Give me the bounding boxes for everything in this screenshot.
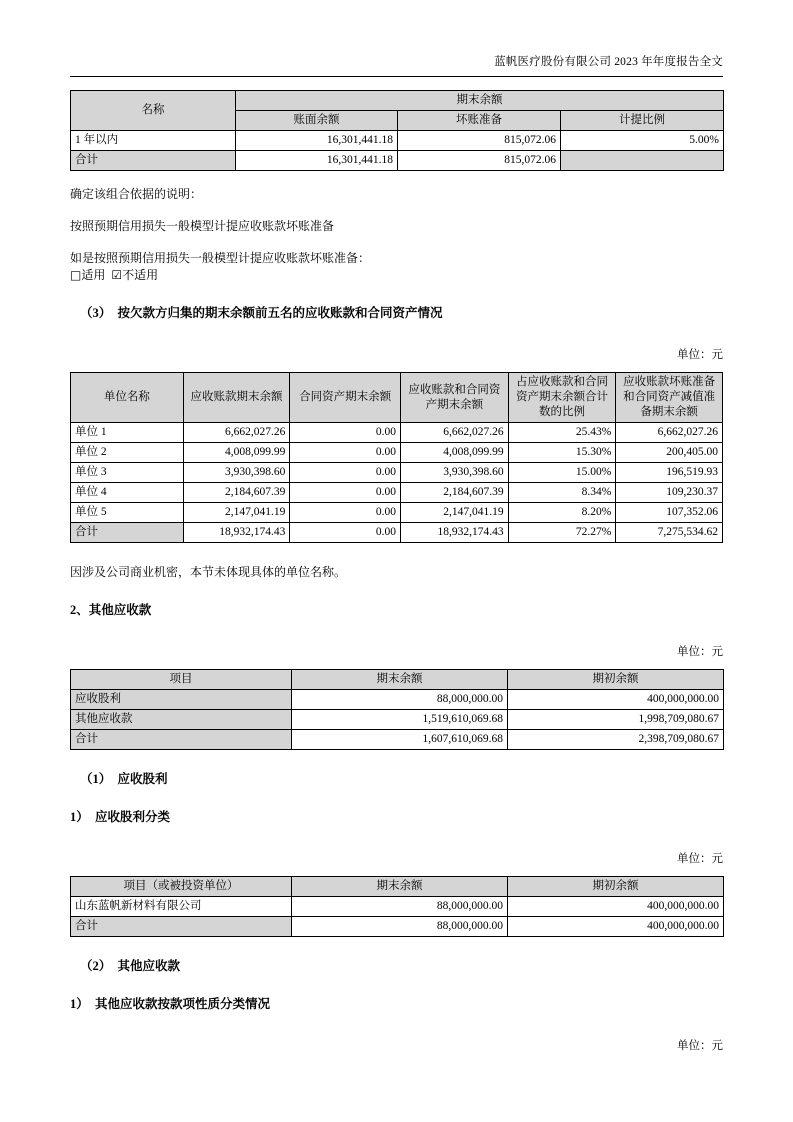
table-row [71, 483, 723, 503]
cell-total-label: 合计 [71, 151, 236, 171]
cell-ar-ending: 4,008,099.99 [183, 443, 290, 463]
cell-total-label: 合计 [71, 730, 292, 750]
cell-ar-ending: 2,184,607.39 [183, 483, 290, 503]
col-header-beginning: 期初余额 [508, 877, 724, 897]
top5-receivables-table [70, 372, 723, 543]
cell-total-beginning: 2,398,709,080.67 [508, 730, 724, 750]
subsection-heading-other-receivables-by-nature [70, 996, 723, 1013]
unit-note-dividends: 单位：元 [677, 853, 723, 865]
page-content [70, 90, 723, 1054]
table-row [71, 503, 723, 523]
table-row [71, 131, 724, 151]
col-header-contract-asset-ending: 合同资产期末余额 [290, 373, 401, 423]
cell-ar-and-contract-ending: 2,184,607.39 [401, 483, 509, 503]
cell-pct-of-total: 8.34% [508, 483, 616, 503]
cell-contract-asset-ending: 0.00 [290, 463, 401, 483]
document-running-header: 蓝帆医疗股份有限公司 2023 年年度报告全文 [494, 56, 723, 68]
col-header-pct-of-total: 占应收账款和合同资产期末余额合计数的比例 [508, 373, 616, 423]
cell-unit-name: 单位 5 [71, 503, 184, 523]
section-marker: （2） [80, 959, 112, 973]
cell-total-label: 合计 [71, 917, 292, 937]
cell-ar-ending: 3,930,398.60 [183, 463, 290, 483]
col-header-ending: 期末余额 [292, 877, 508, 897]
table-header-row [71, 91, 724, 111]
checkbox-not-applicable[interactable]: ☑不适用 [111, 268, 159, 282]
cell-ratio: 5.00% [561, 131, 724, 151]
cell-total-bad-debt: 815,072.06 [398, 151, 561, 171]
cell-contract-asset-ending: 0.00 [290, 483, 401, 503]
col-header-ar-ending: 应收账款期末余额 [183, 373, 290, 423]
cell-unit-name: 单位 1 [71, 423, 184, 443]
cell-unit-name: 单位 3 [71, 463, 184, 483]
cell-total-contract-asset-ending: 0.00 [290, 523, 401, 543]
confidentiality-note: 因涉及公司商业机密，本节未体现具体的单位名称。 [70, 565, 347, 579]
cell-total-provision-ending: 7,275,534.62 [616, 523, 723, 543]
cell-ending: 1,519,610,069.68 [292, 710, 508, 730]
section-title: 其他应收款 [88, 603, 152, 617]
section-heading-2-other-receivables-sub [70, 958, 723, 975]
cell-ar-and-contract-ending: 3,930,398.60 [401, 463, 509, 483]
spacer [70, 543, 723, 564]
spacer [70, 660, 723, 669]
spacer [70, 581, 723, 602]
table-row [71, 897, 724, 917]
cell-aging-name: 1 年以内 [71, 131, 236, 151]
col-header-beginning: 期初余额 [508, 670, 724, 690]
col-header-unit-name: 单位名称 [71, 373, 184, 423]
subsection-heading-dividends-classification [70, 809, 723, 826]
table-total-row [71, 730, 724, 750]
cell-ar-ending: 2,147,041.19 [183, 503, 290, 523]
cell-total-pct-of-total: 72.27% [508, 523, 616, 543]
cell-contract-asset-ending: 0.00 [290, 503, 401, 523]
col-header-name: 名称 [71, 91, 236, 131]
spacer [70, 867, 723, 876]
cell-total-label: 合计 [71, 523, 184, 543]
cell-total-ending: 1,607,610,069.68 [292, 730, 508, 750]
subsection-marker: 1） [70, 810, 89, 824]
spacer [70, 619, 723, 645]
cell-total-book-balance: 16,301,441.18 [236, 151, 398, 171]
col-header-item-or-investee: 项目（或被投资单位） [71, 877, 292, 897]
section-heading-2-other-receivables [70, 602, 723, 619]
unit-note-other-receivables-by-nature: 单位：元 [677, 1040, 723, 1052]
col-header-ar-and-contract-ending: 应收账款和合同资产期末余额 [401, 373, 509, 423]
cell-total-ar-ending: 18,932,174.43 [183, 523, 290, 543]
cell-ar-and-contract-ending: 2,147,041.19 [401, 503, 509, 523]
spacer [70, 363, 723, 372]
subsection-marker: 1） [70, 997, 89, 1011]
table-row [71, 690, 724, 710]
table-total-row [71, 917, 724, 937]
table-row [71, 423, 723, 443]
spacer [70, 975, 723, 996]
header-divider-rule [70, 76, 723, 77]
cell-beginning: 400,000,000.00 [508, 690, 724, 710]
spacer [70, 750, 723, 771]
basis-note-line-2: 按照预期信用损失一般模型计提应收账款坏账准备 [70, 219, 335, 233]
cell-total-ending: 88,000,000.00 [292, 917, 508, 937]
cell-item: 其他应收款 [71, 710, 292, 730]
cell-item: 应收股利 [71, 690, 292, 710]
cell-book-balance: 16,301,441.18 [236, 131, 398, 151]
section-title: 按欠款方归集的期末余额前五名的应收账款和合同资产情况 [117, 306, 443, 320]
cell-provision-ending: 107,352.06 [616, 503, 723, 523]
section-title: 其他应收款 [117, 959, 181, 973]
col-header-provision-ending: 应收账款坏账准备和合同资产减值准备期末余额 [616, 373, 723, 423]
col-header-ending-balance: 期末余额 [236, 91, 724, 111]
col-header-item: 项目 [71, 670, 292, 690]
col-header-ending: 期末余额 [292, 670, 508, 690]
cell-bad-debt: 815,072.06 [398, 131, 561, 151]
spacer [70, 1013, 723, 1039]
basis-note-line-3: 如是按照预期信用损失一般模型计提应收账款坏账准备： [70, 251, 371, 265]
spacer [70, 203, 723, 218]
spacer [70, 171, 723, 186]
cell-ar-and-contract-ending: 4,008,099.99 [401, 443, 509, 463]
table-row [71, 710, 724, 730]
table-header-row [71, 670, 724, 690]
col-header-book-balance: 账面余额 [236, 111, 398, 131]
section-marker: （1） [80, 772, 112, 786]
dividends-receivable-table [70, 876, 724, 937]
cell-provision-ending: 6,662,027.26 [616, 423, 723, 443]
cell-total-beginning: 400,000,000.00 [508, 917, 724, 937]
section-heading-3 [70, 305, 723, 322]
cell-ar-and-contract-ending: 6,662,027.26 [401, 423, 509, 443]
cell-ar-ending: 6,662,027.26 [183, 423, 290, 443]
cell-unit-name: 单位 4 [71, 483, 184, 503]
table-total-row [71, 523, 723, 543]
section-title: 应收股利 [117, 772, 168, 786]
cell-beginning: 400,000,000.00 [508, 897, 724, 917]
other-receivables-summary-table [70, 669, 724, 750]
cell-ending: 88,000,000.00 [292, 897, 508, 917]
cell-beginning: 1,998,709,080.67 [508, 710, 724, 730]
cell-unit-name: 单位 2 [71, 443, 184, 463]
cell-contract-asset-ending: 0.00 [290, 443, 401, 463]
unit-note-other-receivables: 单位：元 [677, 646, 723, 658]
section-marker: 2、 [70, 603, 89, 617]
cell-pct-of-total: 25.43% [508, 423, 616, 443]
cell-total-ratio [561, 151, 724, 171]
cell-investee-name: 山东蓝帆新材料有限公司 [71, 897, 292, 917]
spacer [70, 937, 723, 958]
unit-note-top5: 单位：元 [677, 349, 723, 361]
subsection-title: 应收股利分类 [95, 810, 171, 824]
section-heading-1-dividends-receivable [70, 771, 723, 788]
section-marker: （3） [80, 306, 112, 320]
cell-pct-of-total: 15.30% [508, 443, 616, 463]
cell-provision-ending: 196,519.93 [616, 463, 723, 483]
checkbox-applicable[interactable]: □适用 [70, 268, 106, 282]
applicability-checkboxes [70, 267, 723, 284]
cell-pct-of-total: 15.00% [508, 463, 616, 483]
table-total-row [71, 151, 724, 171]
cell-provision-ending: 109,230.37 [616, 483, 723, 503]
cell-total-ar-and-contract-ending: 18,932,174.43 [401, 523, 509, 543]
table-row [71, 443, 723, 463]
cell-provision-ending: 200,405.00 [616, 443, 723, 463]
spacer [70, 788, 723, 809]
spacer [70, 235, 723, 250]
cell-pct-of-total: 8.20% [508, 503, 616, 523]
cell-ending: 88,000,000.00 [292, 690, 508, 710]
spacer [70, 284, 723, 305]
aging-provision-table [70, 90, 724, 171]
spacer [70, 826, 723, 852]
basis-note-line-1: 确定该组合依据的说明： [70, 187, 203, 201]
spacer [70, 322, 723, 348]
table-header-row [71, 877, 724, 897]
cell-contract-asset-ending: 0.00 [290, 423, 401, 443]
subsection-title: 其他应收款按款项性质分类情况 [95, 997, 271, 1011]
table-header-row [71, 373, 723, 423]
col-header-ratio: 计提比例 [561, 111, 724, 131]
col-header-bad-debt: 坏账准备 [398, 111, 561, 131]
table-row [71, 463, 723, 483]
